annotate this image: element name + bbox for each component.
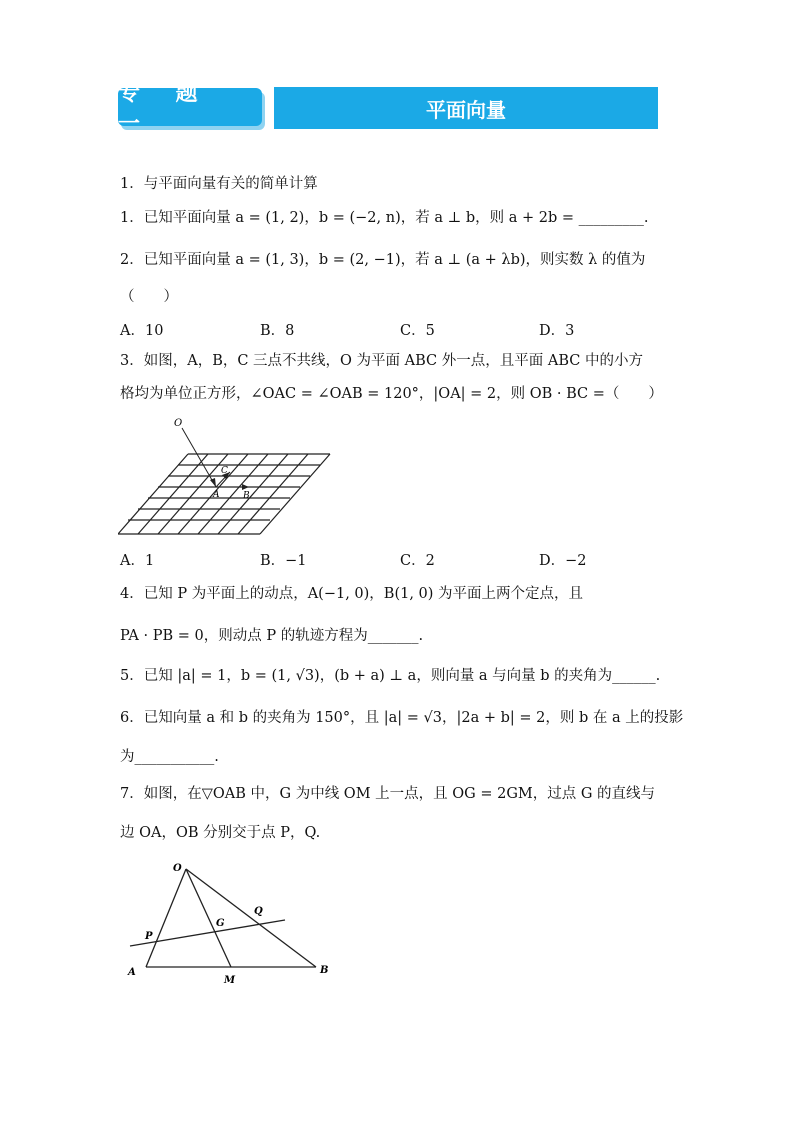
question-1: 1．已知平面向量 a = (1, 2)，b = (−2, n)，若 a ⊥ b，则 a + 2b = _________. (120, 210, 649, 226)
question-2: 2．已知平面向量 a = (1, 3)，b = (2, −1)，若 a ⊥ (a + λb)，则实数 λ 的值为 (120, 252, 646, 268)
question-4-line-1: 4．已知 P 为平面上的动点，A(−1, 0)，B(1, 0) 为平面上两个定点，且 (120, 586, 584, 602)
question-3-line-2: 格均为单位正方形，∠OAC = ∠OAB = 120°，|OA| = 2，则 OB · BC =（ ） (120, 386, 663, 402)
label-a: A (213, 490, 220, 500)
page-title: 平面向量 (274, 87, 658, 129)
label-b: B (320, 965, 329, 976)
choice-a: A．10 (120, 323, 164, 339)
label-g: G (216, 918, 225, 929)
grid-figure (118, 414, 338, 540)
choice-b: B．−1 (260, 553, 307, 569)
choice-d: D．3 (539, 323, 575, 339)
choice-a: A．1 (120, 553, 155, 569)
label-o: O (173, 863, 182, 874)
label-c: C (221, 466, 228, 476)
label-p: P (145, 931, 153, 942)
question-6-line-1: 6．已知向量 a 和 b 的夹角为 150°，且 |a| = √3，|2a + b| = 2，则 b 在 a 上的投影 (120, 710, 684, 726)
label-a: A (128, 967, 136, 978)
arrow-head-oa (210, 478, 216, 487)
section-title: 1．与平面向量有关的简单计算 (120, 176, 318, 192)
side-oa (146, 869, 186, 967)
triangle-figure (120, 853, 340, 987)
choice-d: D．−2 (539, 553, 587, 569)
question-4-line-2: PA · PB = 0，则动点 P 的轨迹方程为_______. (120, 628, 424, 644)
question-5: 5．已知 |a| = 1，b = (1, √3)，(b + a) ⊥ a，则向量 a 与向量 b 的夹角为______. (120, 668, 661, 684)
question-2-answer-paren: （ ） (120, 289, 178, 305)
topic-badge: 专 题 一 (118, 88, 262, 126)
question-3-line-1: 3．如图，A，B，C 三点不共线，O 为平面 ABC 外一点，且平面 ABC 中的小方 (120, 353, 643, 369)
question-6-line-2: 为___________. (120, 749, 219, 765)
line-pq (130, 920, 285, 946)
label-o: O (174, 418, 183, 429)
choice-c: C．5 (400, 323, 435, 339)
choice-c: C．2 (400, 553, 435, 569)
choice-b: B．8 (260, 323, 295, 339)
label-b: B (243, 491, 250, 501)
label-q: Q (254, 906, 263, 917)
question-7-line-1: 7．如图，在▽OAB 中，G 为中线 OM 上一点，且 OG = 2GM，过点 G 的直线与 (120, 786, 656, 802)
arrow-head-ab (242, 484, 249, 490)
label-m: M (224, 975, 236, 986)
question-7-line-2: 边 OA，OB 分别交于点 P，Q. (120, 825, 321, 841)
side-ob (186, 869, 316, 967)
